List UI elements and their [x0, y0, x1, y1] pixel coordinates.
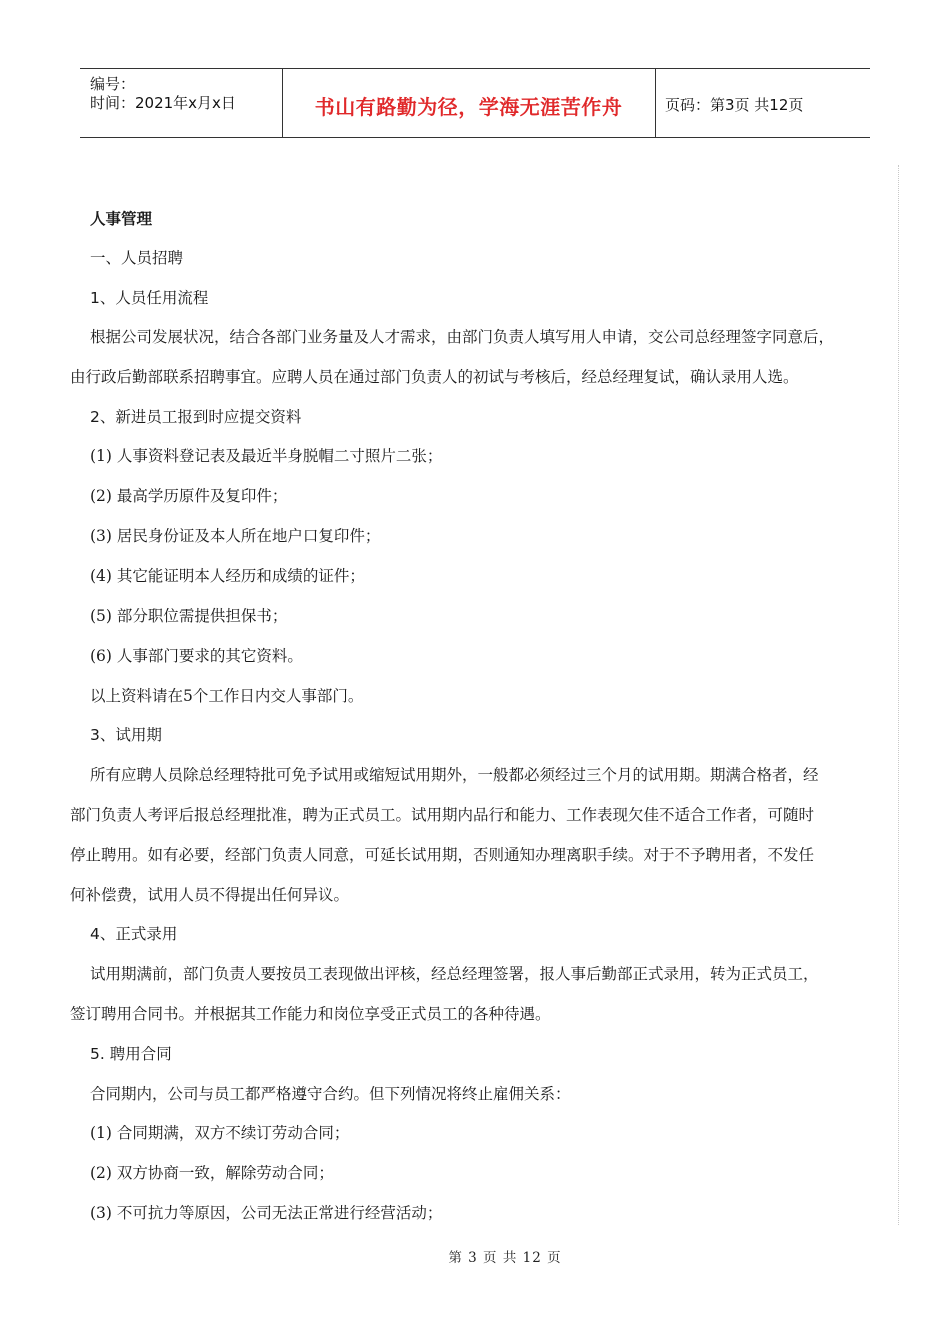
header-meta-cell — [80, 69, 283, 137]
section-heading: 一、人员招聘 — [90, 249, 184, 267]
right-margin-guide — [898, 165, 899, 1225]
header-page-cell — [655, 69, 870, 137]
motto-text: 书山有路勤为径，学海无涯苦作舟 — [314, 95, 623, 119]
paragraph-line: 部门负责人考评后报总经理批准，聘为正式员工。试用期内品行和能力、工作表现欠佳不适合工作者，可随时 — [70, 806, 815, 824]
subsection-heading: 5. 聘用合同 — [90, 1045, 172, 1063]
subsection-heading: 2、新进员工报到时应提交资料 — [90, 408, 302, 426]
list-item: (2) 双方协商一致，解除劳动合同； — [90, 1164, 334, 1182]
paragraph-line: 何补偿费，试用人员不得提出任何异议。 — [70, 886, 350, 904]
number-label: 编号： — [90, 75, 136, 93]
subsection-heading: 1、人员任用流程 — [90, 289, 209, 307]
time-label: 时间：2021年x月x日 — [90, 94, 236, 112]
list-item: (5) 部分职位需提供担保书； — [90, 607, 288, 625]
list-item: (1) 人事资料登记表及最近半身脱帽二寸照片二张； — [90, 447, 443, 465]
paragraph-line: 签订聘用合同书。并根据其工作能力和岗位享受正式员工的各种待遇。 — [70, 1005, 551, 1023]
paragraph-line: 所有应聘人员除总经理特批可免予试用或缩短试用期外，一般都必须经过三个月的试用期。期满合格者，经 — [90, 766, 819, 784]
page-info: 页码：第3页 共12页 — [665, 96, 804, 114]
paragraph-line: 根据公司发展状况，结合各部门业务量及人才需求，由部门负责人填写用人申请，交公司总经理签字同意后， — [90, 328, 835, 346]
list-item: (2) 最高学历原件及复印件； — [90, 487, 288, 505]
list-item: (6) 人事部门要求的其它资料。 — [90, 647, 303, 665]
paragraph-line: 由行政后勤部联系招聘事宜。应聘人员在通过部门负责人的初试与考核后，经总经理复试，确认录用人选。 — [70, 368, 799, 386]
header-motto-cell — [282, 69, 656, 137]
subsection-heading: 3、试用期 — [90, 726, 162, 744]
list-item: (1) 合同期满，双方不续订劳动合同； — [90, 1124, 350, 1142]
document-title: 人事管理 — [90, 210, 153, 228]
paragraph-line: 停止聘用。如有必要，经部门负责人同意，可延长试用期，否则通知办理离职手续。对于不予聘用者，不发任 — [70, 846, 815, 864]
subsection-heading: 4、正式录用 — [90, 925, 178, 943]
document-header — [80, 68, 870, 138]
list-item: (3) 不可抗力等原因，公司无法正常进行经营活动； — [90, 1204, 443, 1222]
note-line: 以上资料请在5个工作日内交人事部门。 — [90, 687, 364, 705]
paragraph-line: 合同期内，公司与员工都严格遵守合约。但下列情况将终止雇佣关系： — [90, 1085, 571, 1103]
list-item: (3) 居民身份证及本人所在地户口复印件； — [90, 527, 381, 545]
page-footer: 第 3 页 共 12 页 — [448, 1250, 562, 1266]
paragraph-line: 试用期满前，部门负责人要按员工表现做出评核，经总经理签署，报人事后勤部正式录用，转为正式员工， — [90, 965, 819, 983]
list-item: (4) 其它能证明本人经历和成绩的证件； — [90, 567, 365, 585]
